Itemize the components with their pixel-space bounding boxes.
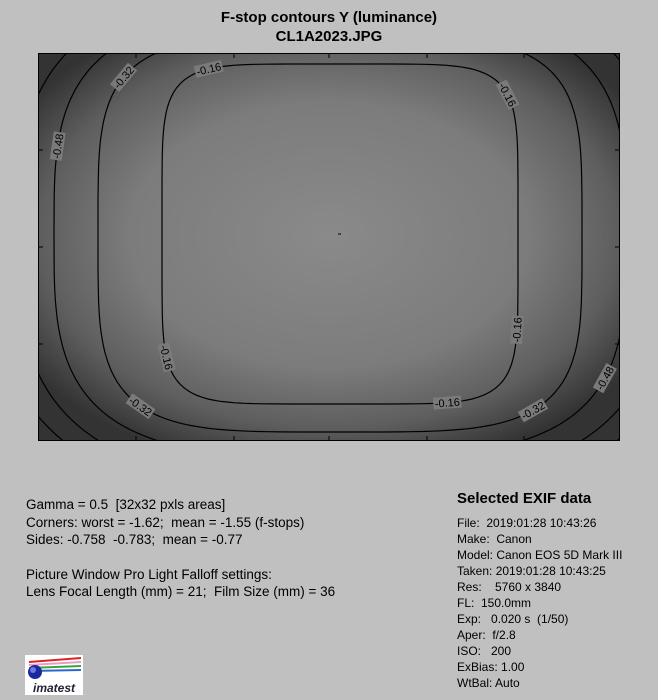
exif-row: ISO: 200 (457, 644, 512, 658)
contour-label: -0.32 (519, 399, 548, 423)
logo-text: imatest (32, 681, 76, 695)
stats-panel (26, 496, 335, 601)
exif-list (457, 515, 622, 691)
exif-row: Res: 5760 x 3840 (457, 580, 562, 594)
exif-row: Aper: f/2.8 (457, 628, 516, 642)
contour-label: -0.16 (511, 316, 525, 343)
contour-label: -0.32 (126, 394, 154, 420)
contour-label: -0.48 (594, 364, 618, 393)
pw-settings-title: Picture Window Pro Light Falloff settings: (26, 566, 272, 582)
plot-background (38, 53, 620, 441)
contour-label: -0.32 (111, 64, 138, 92)
gamma-text: Gamma = 0.5 [32x32 pxls areas] (26, 497, 226, 512)
chart-title: F-stop contours Y (luminance) (220, 9, 438, 26)
exif-row: WtBal: Auto (457, 676, 520, 690)
imatest-logo (25, 655, 83, 695)
contour-label: -0.16 (495, 81, 518, 110)
contour-label: -0.16 (156, 343, 175, 372)
logo-graphic (25, 655, 83, 681)
contour-label: -0.16 (434, 396, 461, 411)
corners-text: Corners: worst = -1.62; mean = -1.55 (f-stops) (26, 514, 305, 530)
exif-row: Taken: 2019:01:28 10:43:25 (457, 564, 606, 578)
exif-row: Exp: 0.020 s (1/50) (457, 612, 569, 626)
exif-row: ExBias: 1.00 (457, 660, 525, 674)
exif-row: Make: Canon (457, 532, 532, 546)
pw-settings-values: Lens Focal Length (mm) = 21; Film Size (mm) = 36 (26, 584, 336, 599)
sides-text: Sides: -0.758 -0.783; mean = -0.77 (26, 532, 243, 547)
exif-row: FL: 150.0mm (457, 596, 532, 610)
contour-plot (38, 53, 620, 441)
exif-row: Model: Canon EOS 5D Mark III (457, 548, 623, 562)
contour-label: -0.48 (50, 133, 67, 160)
exif-title: Selected EXIF data (457, 490, 592, 507)
contour-label: -0.16 (195, 61, 223, 79)
exif-row: File: 2019:01:28 10:43:26 (457, 516, 597, 530)
chart-subtitle-filename: CL1A2023.JPG (275, 28, 383, 45)
